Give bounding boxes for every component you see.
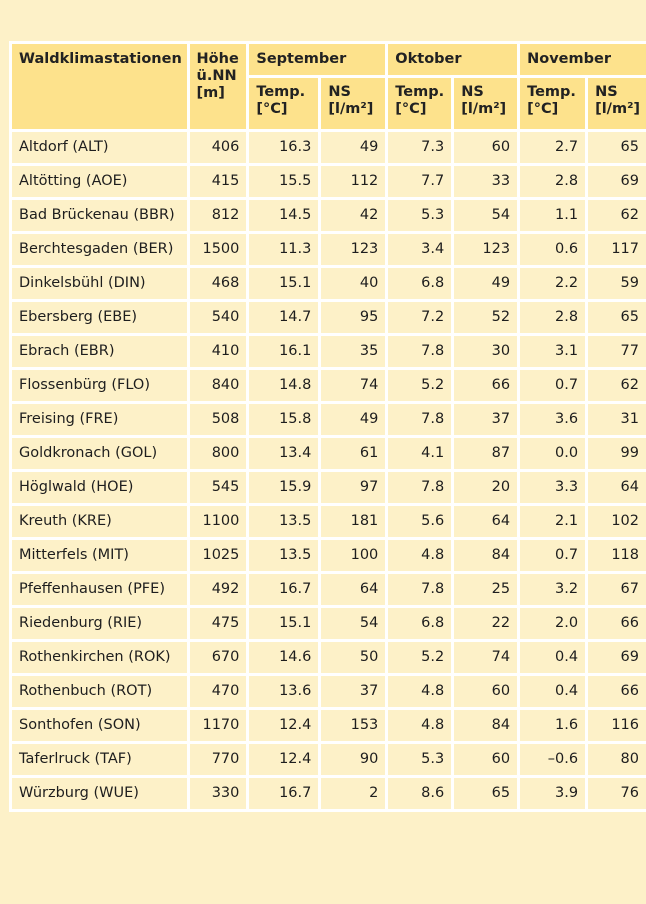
cell-nov-temp: 2.8 <box>520 302 585 333</box>
cell-nov-ns: 116 <box>588 710 646 741</box>
cell-station: Ebersberg (EBE) <box>12 302 187 333</box>
cell-okt-ns: 52 <box>454 302 517 333</box>
table-row <box>12 268 646 299</box>
climate-table <box>9 41 646 812</box>
cell-okt-ns: 54 <box>454 200 517 231</box>
cell-sep-temp: 16.7 <box>249 574 318 605</box>
header-hoehe-line3: [m] <box>196 85 225 101</box>
table-row <box>12 234 646 265</box>
cell-station: Ebrach (EBR) <box>12 336 187 367</box>
cell-hoehe: 770 <box>190 744 247 775</box>
table-body <box>12 132 646 809</box>
cell-hoehe: 840 <box>190 370 247 401</box>
cell-hoehe: 330 <box>190 778 247 809</box>
cell-sep-temp: 12.4 <box>249 710 318 741</box>
cell-sep-temp: 14.8 <box>249 370 318 401</box>
cell-sep-temp: 13.4 <box>249 438 318 469</box>
table-row <box>12 166 646 197</box>
cell-sep-ns: 54 <box>321 608 385 639</box>
cell-nov-ns: 69 <box>588 166 646 197</box>
cell-okt-ns: 60 <box>454 744 517 775</box>
cell-station: Pfeffenhausen (PFE) <box>12 574 187 605</box>
cell-okt-ns: 49 <box>454 268 517 299</box>
cell-station: Bad Brückenau (BBR) <box>12 200 187 231</box>
table-row <box>12 608 646 639</box>
cell-hoehe: 1100 <box>190 506 247 537</box>
cell-sep-ns: 181 <box>321 506 385 537</box>
cell-sep-temp: 13.5 <box>249 506 318 537</box>
table-row <box>12 676 646 707</box>
cell-nov-temp: 0.0 <box>520 438 585 469</box>
header-temp-label: Temp. <box>256 84 306 100</box>
cell-okt-temp: 3.4 <box>388 234 451 265</box>
cell-sep-ns: 112 <box>321 166 385 197</box>
header-ns-label: NS <box>328 84 351 100</box>
cell-sep-ns: 35 <box>321 336 385 367</box>
cell-nov-temp: 2.7 <box>520 132 585 163</box>
cell-okt-ns: 66 <box>454 370 517 401</box>
cell-nov-temp: 3.1 <box>520 336 585 367</box>
cell-station: Sonthofen (SON) <box>12 710 187 741</box>
cell-hoehe: 1170 <box>190 710 247 741</box>
header-ns-label: NS <box>461 84 484 100</box>
cell-hoehe: 406 <box>190 132 247 163</box>
header-station: Waldklimastationen <box>12 44 187 129</box>
table-row <box>12 302 646 333</box>
cell-okt-ns: 30 <box>454 336 517 367</box>
cell-okt-ns: 87 <box>454 438 517 469</box>
cell-okt-temp: 5.2 <box>388 370 451 401</box>
cell-sep-ns: 95 <box>321 302 385 333</box>
cell-okt-temp: 5.6 <box>388 506 451 537</box>
cell-okt-temp: 5.3 <box>388 744 451 775</box>
cell-sep-ns: 2 <box>321 778 385 809</box>
cell-hoehe: 1025 <box>190 540 247 571</box>
cell-station: Kreuth (KRE) <box>12 506 187 537</box>
cell-sep-ns: 64 <box>321 574 385 605</box>
cell-okt-ns: 64 <box>454 506 517 537</box>
table-row <box>12 642 646 673</box>
header-row-months <box>12 44 646 75</box>
cell-okt-ns: 60 <box>454 676 517 707</box>
table-row <box>12 132 646 163</box>
cell-okt-ns: 65 <box>454 778 517 809</box>
cell-okt-ns: 20 <box>454 472 517 503</box>
cell-sep-temp: 15.1 <box>249 608 318 639</box>
cell-sep-temp: 15.8 <box>249 404 318 435</box>
cell-sep-ns: 42 <box>321 200 385 231</box>
cell-station: Altötting (AOE) <box>12 166 187 197</box>
cell-station: Mitterfels (MIT) <box>12 540 187 571</box>
cell-nov-ns: 59 <box>588 268 646 299</box>
cell-sep-ns: 97 <box>321 472 385 503</box>
cell-okt-temp: 4.1 <box>388 438 451 469</box>
cell-station: Berchtesgaden (BER) <box>12 234 187 265</box>
cell-station: Riedenburg (RIE) <box>12 608 187 639</box>
cell-nov-ns: 102 <box>588 506 646 537</box>
cell-sep-ns: 74 <box>321 370 385 401</box>
cell-sep-temp: 13.6 <box>249 676 318 707</box>
cell-nov-temp: 1.1 <box>520 200 585 231</box>
cell-sep-temp: 16.1 <box>249 336 318 367</box>
cell-sep-ns: 90 <box>321 744 385 775</box>
cell-okt-ns: 33 <box>454 166 517 197</box>
cell-hoehe: 470 <box>190 676 247 707</box>
cell-hoehe: 508 <box>190 404 247 435</box>
cell-sep-temp: 15.1 <box>249 268 318 299</box>
cell-station: Flossenbürg (FLO) <box>12 370 187 401</box>
cell-nov-ns: 64 <box>588 472 646 503</box>
cell-station: Freising (FRE) <box>12 404 187 435</box>
cell-sep-temp: 11.3 <box>249 234 318 265</box>
cell-nov-ns: 62 <box>588 370 646 401</box>
header-temp-unit: [°C] <box>527 101 559 117</box>
cell-hoehe: 492 <box>190 574 247 605</box>
cell-hoehe: 468 <box>190 268 247 299</box>
cell-okt-temp: 7.7 <box>388 166 451 197</box>
header-temp-unit: [°C] <box>256 101 288 117</box>
cell-nov-temp: 2.8 <box>520 166 585 197</box>
header-temp <box>249 78 318 129</box>
table-row <box>12 200 646 231</box>
cell-sep-ns: 61 <box>321 438 385 469</box>
cell-hoehe: 800 <box>190 438 247 469</box>
table-row <box>12 370 646 401</box>
table-row <box>12 778 646 809</box>
cell-nov-temp: 3.9 <box>520 778 585 809</box>
cell-okt-ns: 25 <box>454 574 517 605</box>
cell-sep-ns: 50 <box>321 642 385 673</box>
cell-okt-temp: 7.3 <box>388 132 451 163</box>
table-row <box>12 472 646 503</box>
cell-nov-temp: 3.2 <box>520 574 585 605</box>
table-row <box>12 574 646 605</box>
cell-okt-temp: 7.8 <box>388 472 451 503</box>
cell-hoehe: 475 <box>190 608 247 639</box>
cell-nov-temp: 0.7 <box>520 540 585 571</box>
cell-okt-temp: 7.8 <box>388 336 451 367</box>
cell-sep-temp: 16.3 <box>249 132 318 163</box>
cell-nov-temp: 2.2 <box>520 268 585 299</box>
cell-okt-temp: 8.6 <box>388 778 451 809</box>
cell-okt-temp: 7.8 <box>388 574 451 605</box>
cell-sep-ns: 37 <box>321 676 385 707</box>
cell-sep-temp: 13.5 <box>249 540 318 571</box>
header-month-oktober: Oktober <box>388 44 517 75</box>
climate-table-container <box>9 41 646 812</box>
cell-nov-temp: –0.6 <box>520 744 585 775</box>
cell-okt-temp: 5.3 <box>388 200 451 231</box>
cell-nov-ns: 76 <box>588 778 646 809</box>
cell-sep-temp: 16.7 <box>249 778 318 809</box>
cell-sep-ns: 153 <box>321 710 385 741</box>
cell-sep-temp: 15.9 <box>249 472 318 503</box>
cell-nov-temp: 0.4 <box>520 676 585 707</box>
cell-okt-ns: 37 <box>454 404 517 435</box>
table-row <box>12 438 646 469</box>
table-row <box>12 404 646 435</box>
header-ns <box>454 78 517 129</box>
cell-okt-temp: 5.2 <box>388 642 451 673</box>
header-hoehe-line1: Höhe <box>196 51 239 67</box>
cell-hoehe: 540 <box>190 302 247 333</box>
cell-okt-ns: 84 <box>454 710 517 741</box>
header-ns-unit: [l/m²] <box>461 101 507 117</box>
cell-nov-ns: 117 <box>588 234 646 265</box>
cell-hoehe: 670 <box>190 642 247 673</box>
header-temp-unit: [°C] <box>395 101 427 117</box>
cell-okt-temp: 7.8 <box>388 404 451 435</box>
header-ns-label: NS <box>595 84 618 100</box>
cell-okt-temp: 4.8 <box>388 540 451 571</box>
table-row <box>12 744 646 775</box>
table-row <box>12 336 646 367</box>
cell-sep-ns: 49 <box>321 132 385 163</box>
cell-nov-ns: 69 <box>588 642 646 673</box>
cell-okt-ns: 84 <box>454 540 517 571</box>
table-row <box>12 506 646 537</box>
cell-sep-temp: 14.5 <box>249 200 318 231</box>
cell-sep-temp: 12.4 <box>249 744 318 775</box>
header-hoehe <box>190 44 247 129</box>
cell-nov-ns: 118 <box>588 540 646 571</box>
cell-nov-ns: 80 <box>588 744 646 775</box>
cell-okt-temp: 7.2 <box>388 302 451 333</box>
header-month-november: November <box>520 44 646 75</box>
cell-okt-temp: 6.8 <box>388 268 451 299</box>
cell-okt-ns: 123 <box>454 234 517 265</box>
cell-okt-temp: 6.8 <box>388 608 451 639</box>
cell-sep-ns: 123 <box>321 234 385 265</box>
cell-nov-temp: 2.1 <box>520 506 585 537</box>
cell-nov-ns: 66 <box>588 676 646 707</box>
cell-hoehe: 415 <box>190 166 247 197</box>
cell-nov-temp: 0.7 <box>520 370 585 401</box>
cell-nov-ns: 66 <box>588 608 646 639</box>
cell-station: Goldkronach (GOL) <box>12 438 187 469</box>
cell-hoehe: 1500 <box>190 234 247 265</box>
cell-sep-temp: 14.7 <box>249 302 318 333</box>
cell-nov-temp: 3.3 <box>520 472 585 503</box>
cell-okt-temp: 4.8 <box>388 710 451 741</box>
cell-station: Altdorf (ALT) <box>12 132 187 163</box>
header-temp <box>388 78 451 129</box>
cell-nov-ns: 99 <box>588 438 646 469</box>
cell-station: Höglwald (HOE) <box>12 472 187 503</box>
header-ns <box>321 78 385 129</box>
cell-station: Rothenkirchen (ROK) <box>12 642 187 673</box>
header-month-september: September <box>249 44 385 75</box>
cell-nov-ns: 65 <box>588 302 646 333</box>
cell-sep-temp: 15.5 <box>249 166 318 197</box>
cell-nov-ns: 67 <box>588 574 646 605</box>
header-ns <box>588 78 646 129</box>
cell-nov-ns: 62 <box>588 200 646 231</box>
cell-nov-ns: 77 <box>588 336 646 367</box>
cell-station: Taferlruck (TAF) <box>12 744 187 775</box>
header-temp <box>520 78 585 129</box>
cell-station: Dinkelsbühl (DIN) <box>12 268 187 299</box>
header-hoehe-line2: ü.NN <box>196 68 237 84</box>
header-ns-unit: [l/m²] <box>595 101 641 117</box>
cell-station: Würzburg (WUE) <box>12 778 187 809</box>
cell-sep-ns: 100 <box>321 540 385 571</box>
cell-okt-ns: 74 <box>454 642 517 673</box>
cell-station: Rothenbuch (ROT) <box>12 676 187 707</box>
header-temp-label: Temp. <box>395 84 445 100</box>
cell-nov-ns: 31 <box>588 404 646 435</box>
cell-hoehe: 410 <box>190 336 247 367</box>
cell-nov-ns: 65 <box>588 132 646 163</box>
cell-hoehe: 545 <box>190 472 247 503</box>
cell-sep-ns: 49 <box>321 404 385 435</box>
cell-hoehe: 812 <box>190 200 247 231</box>
cell-okt-ns: 60 <box>454 132 517 163</box>
table-row <box>12 540 646 571</box>
cell-sep-ns: 40 <box>321 268 385 299</box>
cell-sep-temp: 14.6 <box>249 642 318 673</box>
header-temp-label: Temp. <box>527 84 576 100</box>
cell-nov-temp: 3.6 <box>520 404 585 435</box>
header-ns-unit: [l/m²] <box>328 101 374 117</box>
cell-nov-temp: 2.0 <box>520 608 585 639</box>
cell-okt-ns: 22 <box>454 608 517 639</box>
cell-nov-temp: 1.6 <box>520 710 585 741</box>
cell-okt-temp: 4.8 <box>388 676 451 707</box>
cell-nov-temp: 0.6 <box>520 234 585 265</box>
cell-nov-temp: 0.4 <box>520 642 585 673</box>
table-row <box>12 710 646 741</box>
